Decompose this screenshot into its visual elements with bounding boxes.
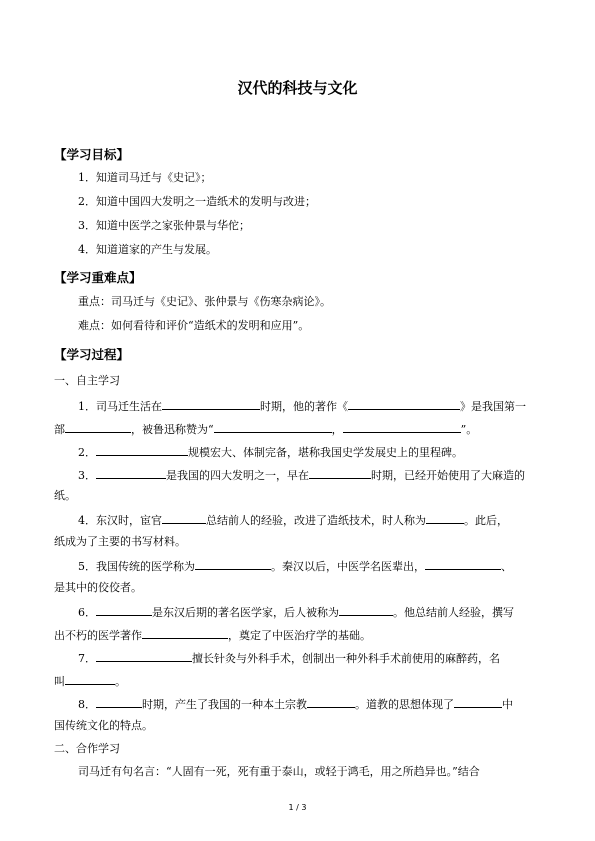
answer-blank[interactable] — [343, 421, 461, 433]
page-number: 1 / 3 — [288, 803, 307, 812]
question-4-line-2: 纸成为了主要的书写材料。 — [54, 535, 186, 548]
question-4-line-1: 4．东汉时，宦官 总结前人的经验，改进了造纸技术，时人称为 。此后， — [78, 514, 508, 527]
answer-blank[interactable] — [65, 673, 115, 685]
answer-blank[interactable] — [425, 558, 501, 570]
answer-blank[interactable] — [96, 696, 142, 708]
answer-blank[interactable] — [162, 512, 206, 524]
answer-blank[interactable] — [309, 467, 371, 479]
answer-blank[interactable] — [65, 421, 131, 433]
answer-blank[interactable] — [142, 627, 228, 639]
answer-blank[interactable] — [348, 398, 460, 410]
keypoints-heading: 【学习重难点】 — [54, 270, 142, 285]
answer-blank[interactable] — [426, 512, 464, 524]
answer-blank[interactable] — [96, 444, 188, 456]
answer-blank[interactable] — [307, 696, 355, 708]
question-3-line-2: 纸。 — [54, 489, 76, 502]
key-point: 重点：司马迁与《史记》、张仲景与《伤寒杂病论》。 — [78, 295, 331, 308]
answer-blank[interactable] — [195, 558, 271, 570]
question-7-line-1: 7． 擅长针灸与外科手术，创制出一种外科手术前使用的麻醉药，名 — [78, 652, 500, 665]
answer-blank[interactable] — [339, 604, 393, 616]
answer-blank[interactable] — [96, 604, 152, 616]
objective-item: 2．知道中国四大发明之一造纸术的发明与改进； — [78, 195, 316, 208]
difficult-point: 难点：如何看待和评价“造纸术的发明和应用”。 — [78, 319, 310, 332]
answer-blank[interactable] — [96, 650, 192, 662]
question-5-line-1: 5．我国传统的医学称为 。秦汉以后，中医学名医辈出， 、 — [78, 560, 512, 573]
question-1-line-2: 部 ，被鲁迅称赞为“ ， ”。 — [54, 423, 478, 436]
process-heading: 【学习过程】 — [54, 347, 130, 362]
cooperative-question: 司马迁有句名言：“人固有一死，死有重于泰山，或轻于鸿毛，用之所趋异也。”结合 — [78, 765, 480, 778]
objectives-heading: 【学习目标】 — [54, 147, 130, 162]
answer-blank[interactable] — [162, 398, 260, 410]
part1-heading: 一、自主学习 — [54, 374, 120, 387]
objective-item: 1．知道司马迁与《史记》； — [78, 171, 212, 184]
objective-item: 3．知道中医学之家张仲景与华佗； — [78, 219, 250, 232]
question-8-line-1: 8． 时期，产生了我国的一种本土宗教 。道教的思想体现了 中 — [78, 698, 513, 711]
question-8-line-2: 国传统文化的特点。 — [54, 719, 153, 732]
page-title: 汉代的科技与文化 — [237, 79, 358, 97]
question-2: 2． 规模宏大、体制完备，堪称我国史学发展史上的里程碑。 — [78, 446, 463, 459]
answer-blank[interactable] — [454, 696, 502, 708]
question-6-line-1: 6． 是东汉后期的著名医学家，后人被称为 。他总结前人经验，撰写 — [78, 606, 514, 619]
question-3-line-1: 3． 是我国的四大发明之一，早在 时期，已经开始使用了大麻造的 — [78, 469, 525, 482]
objective-item: 4．知道道家的产生与发展。 — [78, 243, 217, 256]
question-7-line-2: 叫 。 — [54, 675, 126, 688]
answer-blank[interactable] — [96, 467, 166, 479]
question-5-line-2: 是其中的佼佼者。 — [54, 581, 142, 594]
question-6-line-2: 出不朽的医学著作 ，奠定了中医治疗学的基础。 — [54, 629, 371, 642]
question-1-line-1: 1．司马迁生活在 时期，他的著作《 》是我国第一 — [78, 400, 526, 413]
part2-heading: 二、合作学习 — [54, 742, 120, 755]
answer-blank[interactable] — [214, 421, 332, 433]
